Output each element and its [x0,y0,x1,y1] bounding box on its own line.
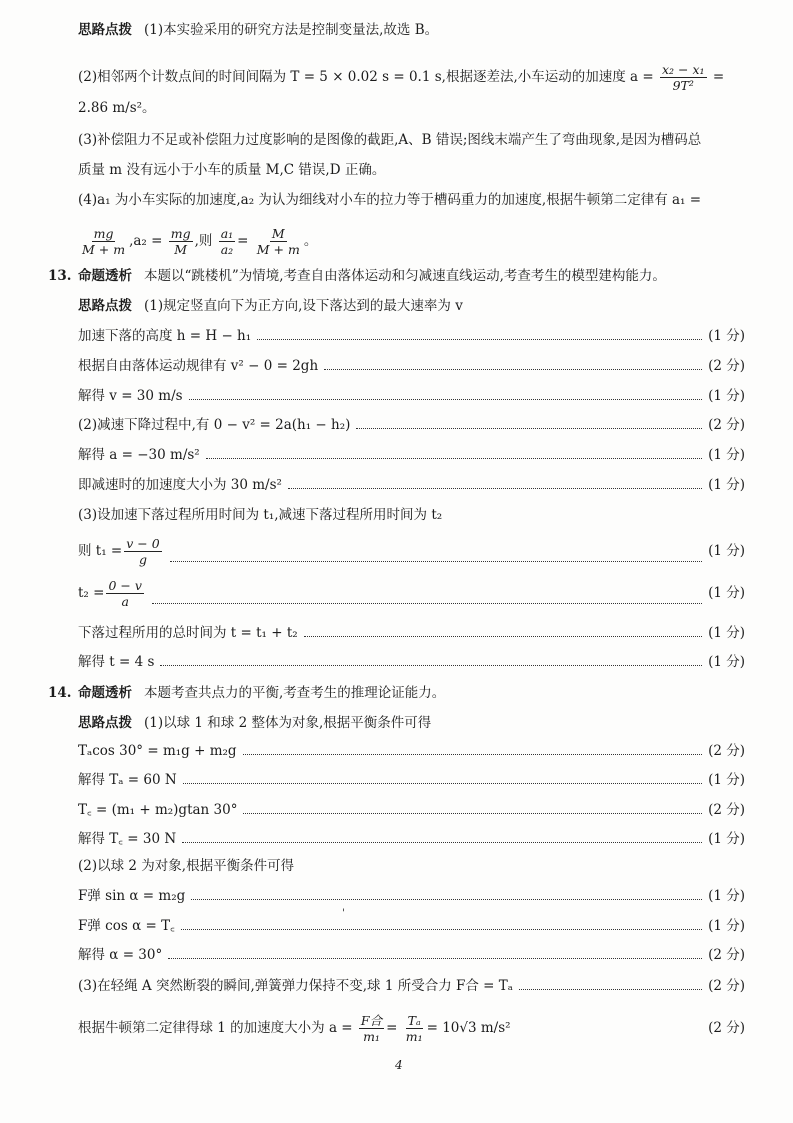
q13-row2-1: 解得 t = 4 s (1 分) [78,654,745,670]
q13-row-1: 根据自由落体运动规律有 v² − 0 = 2gh (2 分) [78,358,745,374]
q13-step1: 思路点拨 (1)规定竖直向下为正方向,设下落达到的最大速率为 v [78,298,463,314]
q13-step3: (3)设加速下落过程所用时间为 t₁,减速下落过程所用时间为 t₂ [78,507,443,523]
q13-t2-row: t₂ = $\frac{0 - v}{a}$ (1 分) [78,578,745,609]
q12-fraction-diff: $\frac{\text{x₂ − x₁}}{\text{9T²}}$ [661,62,705,93]
q14-row2-1: F弹 cos α = T꜀ (1 分) [78,918,745,934]
q12-step3-b: 质量 m 没有远小于小车的质量 M,C 错误,D 正确。 [78,162,386,178]
q14-step1: 思路点拨 (1)以球 1 和球 2 整体为对象,根据平衡条件可得 [78,715,432,731]
q12-step2: (2)相邻两个计数点间的时间间隔为 T = 5 × 0.02 s = 0.1 s,根据逐差法,小车运动的加速度 a = $\frac{\text{x₂ − x₁}}{\text{9T²}}$ = [78,62,725,93]
q12-step1: 思路点拨 (1)本实验采用的研究方法是控制变量法,故选 B。 [78,22,439,38]
q13-row-3: (2)减速下降过程中,有 0 − v² = 2a(h₁ − h₂) (2 分) [78,417,745,433]
q12-step2-result: 2.86 m/s²。 [78,100,156,116]
q14-row-3: 解得 T꜀ = 30 N (1 分) [78,831,745,847]
q14-row2-2: 解得 α = 30° (2 分) [78,947,745,963]
q14-row-0: Tₐcos 30° = m₁g + m₂g (2 分) [78,743,745,759]
page-number: 4 [395,1058,403,1072]
q14-row2-0: F弹 sin α = m₂g (1 分) [78,888,745,904]
q12-step4-b: $\frac{mg}{M + m}$ ,a₂ = $\frac{mg}{M}$ ,则 $\frac{\text{a₁}}{\text{a₂}}$ = $\frac{M}{M + m}$ 。 [82,226,318,257]
q13-row-0: 加速下落的高度 h = H − h₁ (1 分) [78,328,745,344]
q14-last-row: 根据牛顿第二定律得球 1 的加速度大小为 a = $\frac{\text{F合}}{\text{m₁}}$ = $\frac{\text{Tₐ}}{\text{m₁}}$ = 10√3 m/s² (2 分) [78,1013,745,1044]
q14-row-2: T꜀ = (m₁ + m₂)gtan 30° (2 分) [78,802,745,818]
q13-row-4: 解得 a = −30 m/s² (1 分) [78,447,745,463]
q13-intro: 13. 命题透析 本题以“跳楼机”为情境,考查自由落体运动和匀减速直线运动,考查考生的模型建构能力。 [48,268,666,284]
q12-step4-a: (4)a₁ 为小车实际的加速度,a₂ 为认为细线对小车的拉力等于槽码重力的加速度,根据牛顿第二定律有 a₁ = [78,192,702,208]
q12-label: 思路点拨 [78,22,132,38]
stray-mark: ' [342,908,345,919]
q14-row-1: 解得 Tₐ = 60 N (1 分) [78,772,745,788]
q14-step2: (2)以球 2 为对象,根据平衡条件可得 [78,858,295,874]
q14-number: 14. [48,685,72,701]
q13-t1-row: 则 t₁ = $\frac{v - 0}{g}$ (1 分) [78,536,745,567]
q13-row2-0: 下落过程所用的总时间为 t = t₁ + t₂ (1 分) [78,625,745,641]
q13-row-2: 解得 v = 30 m/s (1 分) [78,388,745,404]
q13-row-5: 即减速时的加速度大小为 30 m/s² (1 分) [78,477,745,493]
q13-number: 13. [48,268,72,284]
q14-row2-3: (3)在轻绳 A 突然断裂的瞬间,弹簧弹力保持不变,球 1 所受合力 F合 = Tₐ (2 分) [78,978,745,994]
q14-intro: 14. 命题透析 本题考查共点力的平衡,考查考生的推理论证能力。 [48,685,446,701]
q12-step3-a: (3)补偿阻力不足或补偿阻力过度影响的是图像的截距,A、B 错误;图线末端产生了弯曲现象,是因为槽码总 [78,132,702,148]
